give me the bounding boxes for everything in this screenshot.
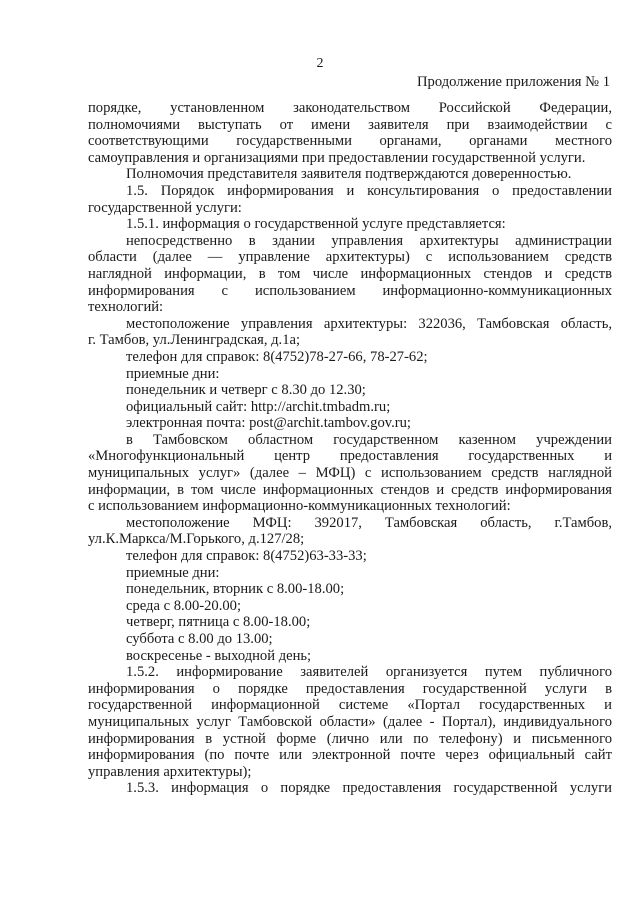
text-line: соответствующими государственными органами, органами местного <box>88 133 612 150</box>
text-line: понедельник и четверг с 8.30 до 12.30; <box>126 382 366 399</box>
text-line: телефон для справок: 8(4752)63-33-33; <box>126 548 367 565</box>
text-line: муниципальных услуг Тамбовской области» (далее - Портал), индивидуального <box>88 713 612 730</box>
text-line: наглядной информации, в том числе информационных стендов и средств <box>88 265 612 282</box>
text-line: 1.5.1. информация о государственной услуге представляется: <box>126 216 506 233</box>
text-line: информации, в том числе информационных стендов и средств информирования <box>88 481 612 498</box>
text-line: 1.5.3. информация о порядке предоставления государственной услуги <box>126 780 612 797</box>
text-line: суббота с 8.00 до 13.00; <box>126 631 273 647</box>
text-line: местоположение управления архитектуры: 322036, Тамбовская область, <box>126 315 612 332</box>
text-line: воскресенье - выходной день; <box>126 647 312 664</box>
text-line: Полномочия представителя заявителя подтверждаются доверенностью. <box>126 166 572 183</box>
text-line: государственной информационной системе «Портал государственных и <box>88 697 612 714</box>
text-line: области (далее — управление архитектуры) с использованием средств <box>88 249 612 266</box>
text-line: приемные дни: <box>126 564 220 581</box>
text-line: г. Тамбов, ул.Ленинградская, д.1а; <box>88 332 301 349</box>
text-line: приемные дни: <box>126 365 220 382</box>
text-line: информирования с использованием информационно-коммуникационных <box>88 282 612 299</box>
text-line: понедельник, вторник с 8.00-18.00; <box>126 581 345 598</box>
text-line: информирования о порядке предоставления государственной услуги в <box>88 680 612 697</box>
text-line: порядке, установленном законодательством Российской Федерации, <box>88 100 612 116</box>
text-line: самоуправления и организациями при предоставлении государственной услуги. <box>88 149 586 166</box>
text-line: непосредственно в здании управления архитектуры администрации <box>126 232 612 249</box>
appendix-title: Продолжение приложения № 1 <box>417 74 610 90</box>
text-line: в Тамбовском областном государственном казенном учреждении <box>126 431 612 448</box>
text-line: 1.5.2. информирование заявителей организуется путем публичного <box>126 664 612 681</box>
page-number: 2 <box>316 56 324 71</box>
text-line: электронная почта: post@archit.tambov.gov.ru; <box>126 415 411 432</box>
text-line: информирования (по почте или электронной почте через официальный сайт <box>88 747 612 764</box>
text-line: среда с 8.00-20.00; <box>126 597 242 614</box>
text-line: технологий: <box>88 299 164 316</box>
text-line: государственной услуги: <box>88 199 242 216</box>
body-text <box>88 100 612 797</box>
text-line: официальный сайт: http://archit.tmbadm.ru; <box>126 398 391 415</box>
text-line: «Многофункциональный центр предоставления государственных и <box>88 448 612 465</box>
text-line: информирования в устной форме (лично или по телефону) и письменного <box>88 730 612 747</box>
text-line: с использованием информационно-коммуникационных технологий: <box>88 498 511 515</box>
text-line: муниципальных услуг» (далее – МФЦ) с использованием средств наглядной <box>88 465 612 482</box>
text-line: управления архитектуры); <box>88 763 252 780</box>
text-line: полномочиями выступать от имени заявителя при взаимодействии с <box>88 116 612 133</box>
text-line: 1.5. Порядок информирования и консультирования о предоставлении <box>126 182 612 199</box>
text-line: телефон для справок: 8(4752)78-27-66, 78-27-62; <box>126 348 428 365</box>
text-line: местоположение МФЦ: 392017, Тамбовская область, г.Тамбов, <box>126 514 612 531</box>
text-line: ул.К.Маркса/М.Горького, д.127/28; <box>88 531 305 548</box>
text-line: четверг, пятница с 8.00-18.00; <box>126 614 311 631</box>
